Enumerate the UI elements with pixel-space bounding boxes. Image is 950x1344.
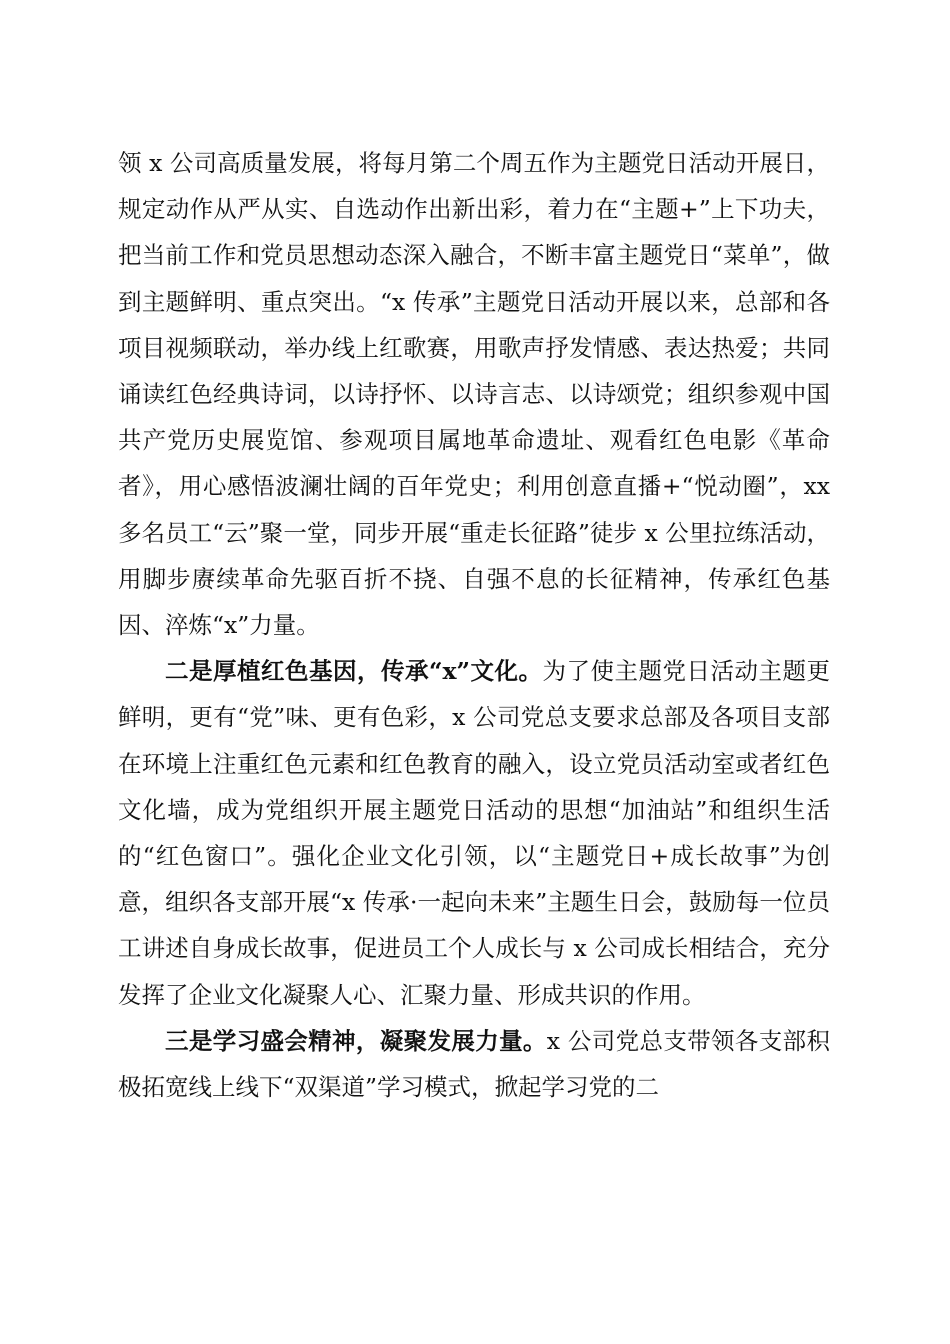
paragraph-red-genes — [118, 648, 830, 1018]
paragraph-3-lead: 三是学习盛会精神，凝聚发展力量。 — [165, 1026, 547, 1055]
paragraph-2-text: 为了使主题党日活动主题更鲜明，更有“党”味、更有色彩，x 公司党总支要求总部及各项目支部在环境上注重红色元素和红色教育的融入，设立党员活动室或者红色文化墙，成为党组织开展主题党日活动的思想“加油站”和组织生活的“红色窗口”。强化企业文化引领，以“主题党日+成长故事”为创意，组织各支部开展“x 传承·一起向未来”主题生日会，鼓励每一位员工讲述自身成长故事，促进员工个人成长与 x 公司成长相结合，充分发挥了企业文化凝聚人心、汇聚力量、形成共识的作用。 — [118, 657, 831, 1009]
paragraph-3-text: x 公司党总支带领各支部积极拓宽线上线下“双渠道”学习模式，掀起学习党的二 — [118, 1026, 830, 1102]
paragraph-1-text: 领 x 公司高质量发展，将每月第二个周五作为主题党日活动开展日，规定动作从严从实、自选动作出新出彩，着力在“主题+”上下功夫，把当前工作和党员思想动态深入融合，不断丰富主题党日“菜单”，做到主题鲜明、重点突出。“x 传承”主题党日活动开展以来，总部和各项目视频联动，举办线上红歌赛，用歌声抒发情感、表达热爱；共同诵读红色经典诗词，以诗抒怀、以诗言志、以诗颂党；组织参观中国共产党历史展览馆、参观项目属地革命遗址、观看红色电影《革命者》，用心感悟波澜壮阔的百年党史；利用创意直播+“悦动圈”，xx 多名员工“云”聚一堂，同步开展“重走长征路”徒步 x 公里拉练活动，用脚步赓续革命先驱百折不挠、自强不息的长征精神，传承红色基因、淬炼“x”力量。 — [118, 149, 830, 640]
paragraph-2-lead: 二是厚植红色基因，传承“x”文化。 — [165, 657, 543, 686]
paragraph-study-spirit — [118, 1018, 830, 1110]
document-body — [118, 140, 830, 1110]
paragraph-continued — [118, 140, 830, 648]
